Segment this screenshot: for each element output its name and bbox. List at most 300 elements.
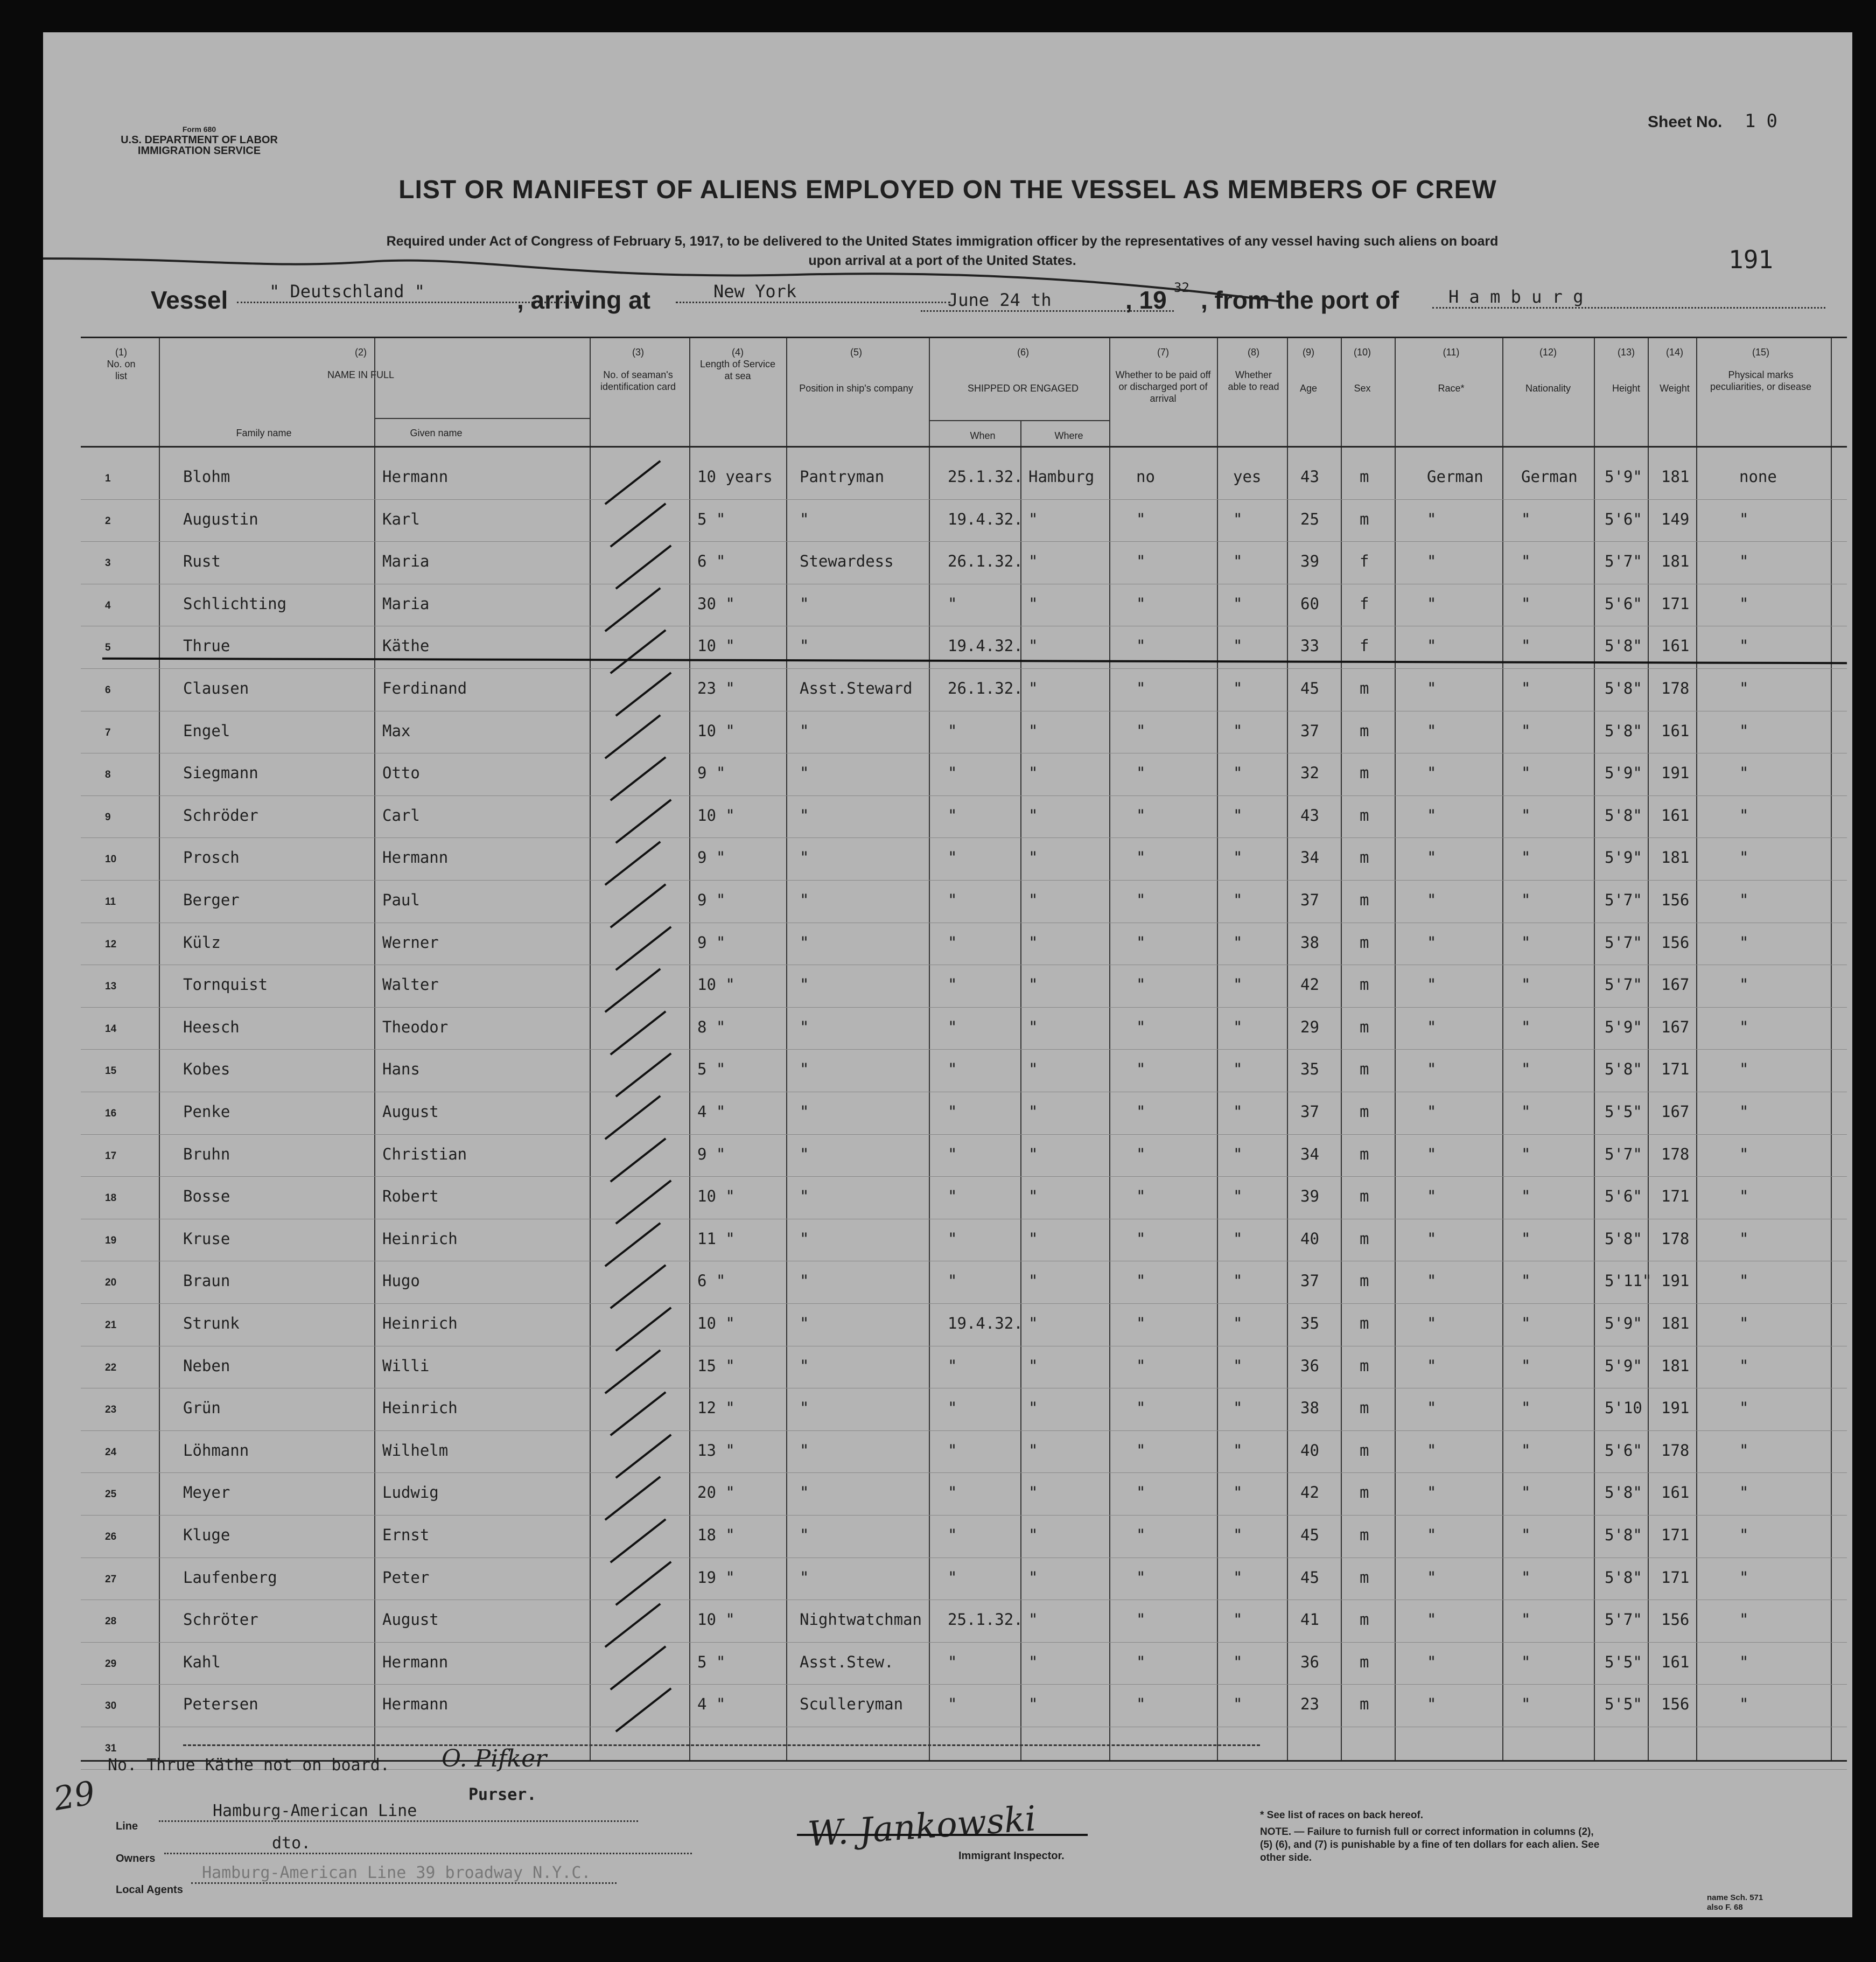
- given-name: Ferdinand: [382, 679, 467, 697]
- physical-marks: ": [1739, 1483, 1749, 1502]
- nationality: ": [1521, 933, 1531, 952]
- col-title: Position in ship's company: [799, 383, 913, 394]
- height: 5'8": [1605, 806, 1642, 825]
- family-name: Kahl: [183, 1652, 221, 1671]
- position: ": [800, 891, 809, 909]
- row-number: 18: [105, 1192, 117, 1204]
- height: 5'6": [1605, 594, 1642, 613]
- col-number: (5): [850, 347, 862, 358]
- vessel-name: " Deutschland ": [237, 281, 582, 303]
- family-name: Kruse: [183, 1229, 230, 1248]
- service-length: 4 ": [697, 1695, 726, 1714]
- sex: m: [1360, 1102, 1369, 1121]
- given-name: Willi: [382, 1356, 430, 1375]
- inspector-signature: W. Jankowski: [806, 1799, 1038, 1855]
- weight: 181: [1661, 1356, 1690, 1375]
- service-length: 9 ": [697, 933, 726, 952]
- age: 38: [1300, 933, 1319, 952]
- able-to-read: ": [1233, 1144, 1243, 1163]
- sheet-number-label: Sheet No.: [1648, 113, 1723, 131]
- row-number: 28: [105, 1616, 117, 1628]
- race: ": [1427, 933, 1437, 952]
- given-name: Theodor: [382, 1017, 449, 1036]
- check-mark: [605, 714, 661, 759]
- able-to-read: ": [1233, 1272, 1243, 1290]
- weight: 161: [1661, 637, 1690, 655]
- check-mark: [605, 460, 661, 505]
- weight: 171: [1661, 1526, 1690, 1544]
- weight: 161: [1661, 806, 1690, 825]
- service-length: 9 ": [697, 1144, 726, 1163]
- physical-marks: ": [1739, 721, 1749, 740]
- row-number: 27: [105, 1573, 117, 1585]
- position: ": [800, 1017, 809, 1036]
- shipped-when: ": [948, 933, 957, 952]
- position: ": [800, 848, 809, 867]
- nationality: ": [1521, 1187, 1531, 1206]
- race: ": [1427, 1187, 1437, 1206]
- given-name: Käthe: [382, 637, 430, 655]
- physical-marks: ": [1739, 1272, 1749, 1290]
- weight: 156: [1661, 1695, 1690, 1714]
- paid-off: ": [1136, 679, 1146, 697]
- shipped-where: ": [1028, 891, 1038, 909]
- not-on-board-note: No. Thrue Käthe not on board.: [108, 1756, 390, 1775]
- nationality: ": [1521, 1272, 1531, 1290]
- position: ": [800, 1483, 809, 1502]
- shipped-when: 19.4.32.: [948, 637, 1023, 655]
- position: ": [800, 1399, 809, 1418]
- col-title: Race*: [1438, 383, 1465, 394]
- service-length: 8 ": [697, 1017, 726, 1036]
- check-mark: [610, 630, 667, 674]
- sex: m: [1360, 467, 1369, 486]
- nationality: ": [1521, 806, 1531, 825]
- document-title: LIST OR MANIFEST OF ALIENS EMPLOYED ON THE VESSEL AS MEMBERS OF CREW: [398, 176, 1497, 204]
- age: 37: [1300, 891, 1319, 909]
- age: 37: [1300, 1102, 1319, 1121]
- page-stamp: 191: [1728, 245, 1774, 274]
- service-length: 4 ": [697, 1102, 726, 1121]
- inspector-label: Immigrant Inspector.: [958, 1850, 1065, 1862]
- shipped-where: ": [1028, 975, 1038, 994]
- race: ": [1427, 1229, 1437, 1248]
- height: 5'8": [1605, 1229, 1642, 1248]
- physical-marks: ": [1739, 1652, 1749, 1671]
- check-mark: [610, 1265, 667, 1309]
- row-number: 6: [105, 685, 111, 696]
- act-notice-line: upon arrival at a port of the United States.: [808, 253, 1076, 268]
- height: 5'11": [1605, 1272, 1652, 1290]
- sex: m: [1360, 1399, 1369, 1418]
- age: 45: [1300, 1568, 1319, 1587]
- binder-hole: [5, 237, 32, 264]
- service-length: 9 ": [697, 891, 726, 909]
- given-name: Robert: [382, 1187, 439, 1206]
- weight: 178: [1661, 1144, 1690, 1163]
- col-header-race: [1411, 346, 1492, 394]
- col-header-weight: [1653, 346, 1696, 394]
- col-header-position: [792, 346, 921, 394]
- weight: 156: [1661, 1610, 1690, 1629]
- col-number: (6): [1017, 347, 1029, 358]
- row-rule: [81, 1007, 1847, 1008]
- shipped-when: ": [948, 764, 957, 783]
- col-number: (8): [1248, 347, 1259, 358]
- shipped-where: ": [1028, 1144, 1038, 1163]
- height: 5'7": [1605, 1144, 1642, 1163]
- shipped-when: ": [948, 1272, 957, 1290]
- paid-off: ": [1136, 594, 1146, 613]
- sex: m: [1360, 764, 1369, 783]
- service-length: 10 ": [697, 806, 735, 825]
- race: ": [1427, 637, 1437, 655]
- sex: m: [1360, 933, 1369, 952]
- weight: 181: [1661, 467, 1690, 486]
- able-to-read: ": [1233, 1526, 1243, 1544]
- check-mark: [610, 1518, 667, 1563]
- paid-off: ": [1136, 1568, 1146, 1587]
- nationality: ": [1521, 679, 1531, 697]
- check-mark: [615, 545, 672, 590]
- col-header-when: When: [970, 430, 996, 441]
- service-length: 10 ": [697, 637, 735, 655]
- row-number: 9: [105, 811, 111, 823]
- shipped-where: Hamburg: [1028, 467, 1095, 486]
- col-number: (3): [632, 347, 644, 358]
- paid-off: ": [1136, 1399, 1146, 1418]
- family-name: Strunk: [183, 1314, 240, 1332]
- col-number: (11): [1443, 347, 1460, 358]
- check-mark: [610, 1645, 667, 1690]
- age: 42: [1300, 975, 1319, 994]
- service-length: 18 ": [697, 1526, 735, 1544]
- position: Asst.Stew.: [800, 1652, 894, 1671]
- row-rule: [81, 499, 1847, 500]
- arrival-date: June 24 th: [921, 290, 1174, 312]
- sex: m: [1360, 721, 1369, 740]
- check-mark: [615, 1688, 672, 1733]
- agents-value: Hamburg-American Line 39 broadway N.Y.C.: [191, 1863, 617, 1884]
- nationality: ": [1521, 721, 1531, 740]
- able-to-read: ": [1233, 1187, 1243, 1206]
- race: ": [1427, 1568, 1437, 1587]
- shipped-when: 25.1.32.: [948, 467, 1023, 486]
- able-to-read: ": [1233, 1060, 1243, 1079]
- position: ": [800, 1060, 809, 1079]
- physical-marks: ": [1739, 1568, 1749, 1587]
- col-title: NAME IN FULL: [327, 369, 395, 380]
- position: ": [800, 975, 809, 994]
- able-to-read: ": [1233, 1102, 1243, 1121]
- nationality: ": [1521, 891, 1531, 909]
- able-to-read: ": [1233, 1652, 1243, 1671]
- age: 35: [1300, 1060, 1319, 1079]
- race: ": [1427, 1399, 1437, 1418]
- penalty-note: [1260, 1826, 1605, 1865]
- row-number: 1: [105, 473, 111, 484]
- family-name: Engel: [183, 721, 230, 740]
- department-name: U.S. DEPARTMENT OF LABOR: [121, 134, 278, 146]
- crew-table: [81, 337, 1847, 1762]
- family-name: Laufenberg: [183, 1568, 277, 1587]
- row-rule: [81, 541, 1847, 542]
- service-length: 10 years: [697, 467, 773, 486]
- position: ": [800, 1144, 809, 1163]
- col-number: (2): [355, 347, 367, 358]
- nationality: ": [1521, 509, 1531, 528]
- paid-off: ": [1136, 1441, 1146, 1460]
- shipped-when: ": [948, 1399, 957, 1418]
- family-name: Bosse: [183, 1187, 230, 1206]
- col-header-paid: [1115, 346, 1212, 404]
- family-name: Siegmann: [183, 764, 258, 783]
- weight: 171: [1661, 1187, 1690, 1206]
- physical-marks: ": [1739, 1399, 1749, 1418]
- able-to-read: ": [1233, 764, 1243, 783]
- height: 5'8": [1605, 637, 1642, 655]
- shipped-when: ": [948, 1187, 957, 1206]
- sex: f: [1360, 594, 1369, 613]
- shipped-where: ": [1028, 764, 1038, 783]
- paid-off: ": [1136, 891, 1146, 909]
- able-to-read: ": [1233, 1441, 1243, 1460]
- given-name: Ernst: [382, 1526, 430, 1544]
- shipped-where: ": [1028, 933, 1038, 952]
- position: ": [800, 806, 809, 825]
- age: 43: [1300, 467, 1319, 486]
- given-name: Werner: [382, 933, 439, 952]
- physical-marks: ": [1739, 1314, 1749, 1332]
- weight: 156: [1661, 933, 1690, 952]
- race: ": [1427, 1356, 1437, 1375]
- height: 5'7": [1605, 933, 1642, 952]
- sex: m: [1360, 1441, 1369, 1460]
- col-header-no: [105, 346, 137, 382]
- family-name: Löhmann: [183, 1441, 249, 1460]
- binder-hole: [5, 1570, 32, 1597]
- service-length: 10 ": [697, 975, 735, 994]
- row-rule: [81, 668, 1847, 669]
- sex: m: [1360, 509, 1369, 528]
- race: ": [1427, 1695, 1437, 1714]
- race: ": [1427, 891, 1437, 909]
- height: 5'8": [1605, 679, 1642, 697]
- physical-marks: ": [1739, 891, 1749, 909]
- given-name: Peter: [382, 1568, 430, 1587]
- nationality: ": [1521, 1102, 1531, 1121]
- col-header-family: Family name: [236, 428, 292, 438]
- shipped-where: ": [1028, 1187, 1038, 1206]
- row-rule: [81, 1642, 1847, 1643]
- race: ": [1427, 806, 1437, 825]
- paid-off: ": [1136, 1314, 1146, 1332]
- physical-marks: ": [1739, 1441, 1749, 1460]
- physical-marks: ": [1739, 679, 1749, 697]
- age: 38: [1300, 1399, 1319, 1418]
- nationality: ": [1521, 1526, 1531, 1544]
- age: 40: [1300, 1441, 1319, 1460]
- height: 5'7": [1605, 552, 1642, 571]
- position: ": [800, 1526, 809, 1544]
- physical-marks: ": [1739, 1356, 1749, 1375]
- shipped-when: ": [948, 721, 957, 740]
- nationality: ": [1521, 1568, 1531, 1587]
- given-name: August: [382, 1610, 439, 1629]
- shipped-where: ": [1028, 1610, 1038, 1629]
- height: 5'5": [1605, 1695, 1642, 1714]
- height: 5'9": [1605, 1017, 1642, 1036]
- height: 5'6": [1605, 1441, 1642, 1460]
- shipped-when: ": [948, 1102, 957, 1121]
- family-name: Blohm: [183, 467, 230, 486]
- shipped-where: ": [1028, 721, 1038, 740]
- age: 39: [1300, 1187, 1319, 1206]
- col-title: SHIPPED OR ENGAGED: [967, 383, 1079, 394]
- given-name: Christian: [382, 1144, 467, 1163]
- shipped-when: ": [948, 1017, 957, 1036]
- check-mark: [610, 502, 667, 547]
- given-name: Walter: [382, 975, 439, 994]
- position: ": [800, 1187, 809, 1206]
- inspector-signature-line: [797, 1834, 1088, 1836]
- age: 41: [1300, 1610, 1319, 1629]
- row-rule: [81, 1049, 1847, 1050]
- paid-off: ": [1136, 637, 1146, 655]
- able-to-read: ": [1233, 721, 1243, 740]
- position: ": [800, 1314, 809, 1332]
- paid-off: ": [1136, 933, 1146, 952]
- weight: 178: [1661, 1229, 1690, 1248]
- binder-hole: [5, 1653, 32, 1680]
- manifest-sheet: [43, 32, 1852, 1917]
- weight: 167: [1661, 975, 1690, 994]
- given-name: Wilhelm: [382, 1441, 449, 1460]
- shipped-where: ": [1028, 552, 1038, 571]
- binder-hole: [5, 592, 32, 619]
- check-mark: [610, 1392, 667, 1436]
- row-number: 19: [105, 1234, 117, 1246]
- shipped-when: 19.4.32.: [948, 509, 1023, 528]
- weight: 181: [1661, 848, 1690, 867]
- age: 35: [1300, 1314, 1319, 1332]
- shipped-when: 25.1.32.: [948, 1610, 1023, 1629]
- col-header-where: Where: [1054, 430, 1083, 441]
- given-name: August: [382, 1102, 439, 1121]
- nationality: ": [1521, 1483, 1531, 1502]
- family-name: Prosch: [183, 848, 240, 867]
- physical-marks: ": [1739, 552, 1749, 571]
- family-name: Heesch: [183, 1017, 240, 1036]
- family-name: Clausen: [183, 679, 249, 697]
- able-to-read: ": [1233, 1314, 1243, 1332]
- position: Nightwatchman: [800, 1610, 922, 1629]
- service-length: 5 ": [697, 1060, 726, 1079]
- weight: 191: [1661, 1272, 1690, 1290]
- check-mark: [615, 1561, 672, 1605]
- age: 43: [1300, 806, 1319, 825]
- height: 5'7": [1605, 975, 1642, 994]
- able-to-read: ": [1233, 1017, 1243, 1036]
- weight: 191: [1661, 764, 1690, 783]
- row-number: 21: [105, 1319, 117, 1331]
- row-number: 7: [105, 727, 111, 738]
- penalty-note-text: — Failure to furnish full or correct information in columns (2), (5) (6), and (7) is punishable by a fine of ten dollars for each alien. See other side.: [1260, 1826, 1600, 1863]
- nationality: ": [1521, 848, 1531, 867]
- weight: 178: [1661, 679, 1690, 697]
- able-to-read: yes: [1233, 467, 1262, 486]
- shipped-where: ": [1028, 1695, 1038, 1714]
- service-length: 9 ": [697, 848, 726, 867]
- position: ": [800, 509, 809, 528]
- row-number: 26: [105, 1531, 117, 1542]
- given-name: Maria: [382, 552, 430, 571]
- from-label: , from the port of: [1201, 286, 1399, 314]
- row-number: 10: [105, 854, 117, 865]
- able-to-read: ": [1233, 1695, 1243, 1714]
- physical-marks: ": [1739, 509, 1749, 528]
- position: Asst.Steward: [800, 679, 913, 697]
- from-port: H a m b u r g: [1432, 287, 1825, 309]
- shipped-where: ": [1028, 1399, 1038, 1418]
- sex: m: [1360, 848, 1369, 867]
- service-name: IMMIGRATION SERVICE: [137, 145, 261, 157]
- service-length: 11 ": [697, 1229, 735, 1248]
- age: 33: [1300, 637, 1319, 655]
- col-title: Length of Service at sea: [699, 359, 776, 381]
- line-label: Line: [116, 1820, 138, 1832]
- header-subrule: [374, 418, 590, 419]
- act-notice-line: Required under Act of Congress of February 5, 1917, to be delivered to the United States immigration officer by the representatives of any vessel having such aliens on board: [386, 234, 1499, 249]
- col-header-nationality: [1508, 346, 1588, 394]
- able-to-read: ": [1233, 1229, 1243, 1248]
- nationality: ": [1521, 1399, 1531, 1418]
- header-subrule: [1020, 420, 1109, 421]
- age: 45: [1300, 1526, 1319, 1544]
- nationality: ": [1521, 552, 1531, 571]
- race: ": [1427, 1272, 1437, 1290]
- able-to-read: ": [1233, 509, 1243, 528]
- shipped-when: ": [948, 1526, 957, 1544]
- col-number: (9): [1303, 347, 1314, 358]
- shipped-when: ": [948, 594, 957, 613]
- race: ": [1427, 594, 1437, 613]
- service-length: 10 ": [697, 1610, 735, 1629]
- race-note: * See list of races on back hereof.: [1260, 1810, 1424, 1821]
- position: ": [800, 637, 809, 655]
- sex: m: [1360, 1356, 1369, 1375]
- weight: 181: [1661, 1314, 1690, 1332]
- binder-hole: [5, 1201, 32, 1228]
- check-mark: [615, 1434, 672, 1478]
- given-name: Hugo: [382, 1272, 420, 1290]
- row-number: 8: [105, 769, 111, 781]
- nationality: ": [1521, 637, 1531, 655]
- paid-off: ": [1136, 721, 1146, 740]
- height: 5'7": [1605, 1610, 1642, 1629]
- service-length: 10 ": [697, 1187, 735, 1206]
- owners-value: dto.: [164, 1834, 692, 1854]
- shipped-when: ": [948, 1695, 957, 1714]
- line-value: Hamburg-American Line: [159, 1802, 638, 1822]
- family-name: Grün: [183, 1399, 221, 1418]
- age: 60: [1300, 594, 1319, 613]
- nationality: ": [1521, 1229, 1531, 1248]
- weight: 161: [1661, 1652, 1690, 1671]
- sex: f: [1360, 637, 1369, 655]
- form-reference: [1707, 1893, 1763, 1912]
- row-rule: [81, 1472, 1847, 1473]
